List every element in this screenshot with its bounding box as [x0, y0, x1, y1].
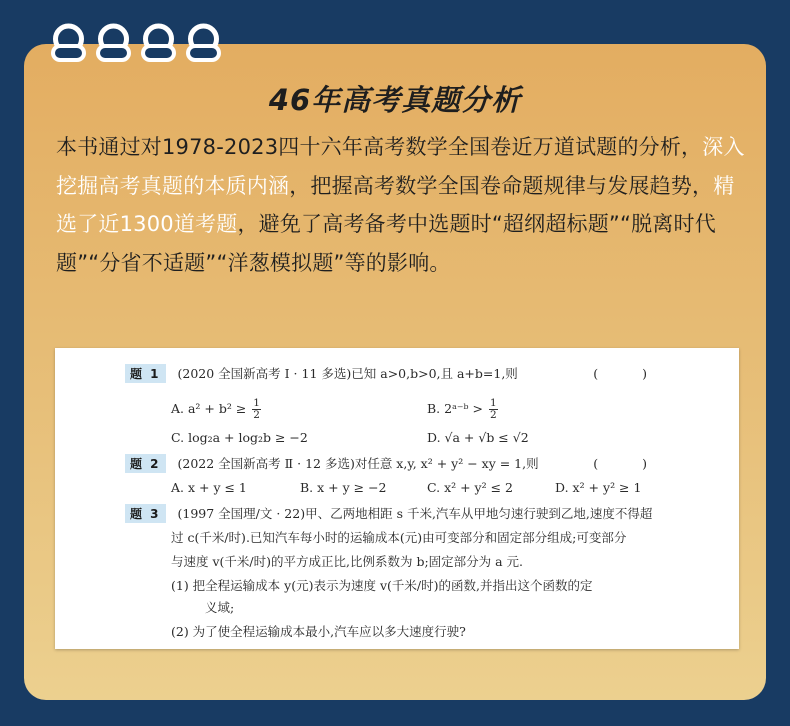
description-part: ，避免了高考备考中选题时“超纲超标题”“脱离时代题”“分省不适题”“洋葱模拟题”等的影响。 — [56, 212, 716, 275]
description-highlight: 深入挖掘高考真题的本质内涵 — [56, 135, 745, 198]
question-line: (1) 把全程运输成本 y(元)表示为速度 v(千米/时)的函数,并指出这个函数的定 — [171, 578, 593, 593]
description-part: ，把握高考数学全国卷命题规律与发展趋势， — [289, 173, 714, 198]
question-line: 义域; — [205, 600, 235, 615]
question-1 — [125, 364, 679, 383]
binder-rings — [50, 22, 222, 68]
question-2 — [125, 454, 679, 473]
option-c: C. x² + y² ≤ 2 — [427, 480, 513, 495]
option-d: D. x² + y² ≥ 1 — [555, 480, 642, 495]
question-tag: 题 2 — [125, 454, 166, 473]
description-highlight: 精选了近1300道考题 — [56, 173, 735, 236]
binder-ring-icon — [95, 22, 132, 66]
option-b: B. x + y ≥ −2 — [300, 480, 387, 495]
question-line: 过 c(千米/时).已知汽车每小时的运输成本(元)由可变部分和固定部分组成;可变部分 — [171, 530, 627, 545]
sample-page-image — [55, 348, 739, 649]
description-part: 本书通过对1978-2023四十六年高考数学全国卷近万道试题的分析， — [56, 135, 703, 159]
question-line: (2) 为了使全程运输成本最小,汽车应以多大速度行驶? — [171, 624, 466, 639]
question-tag: 题 3 — [125, 504, 166, 523]
binder-ring-icon — [50, 22, 87, 66]
question-stem: (2020 全国新高考 Ⅰ · 11 多选)已知 a>0,b>0,且 a+b=1,则 — [177, 366, 518, 381]
binder-ring-icon — [140, 22, 177, 66]
page-title: 46年高考真题分析 — [268, 83, 522, 117]
option-b: B. 2ᵃ⁻ᵇ > $\frac{1}{2}$ — [427, 397, 497, 421]
option-c: C. log₂a + log₂b ≥ −2 — [171, 430, 308, 445]
question-tag: 题 1 — [125, 364, 166, 383]
answer-paren: ( ) — [593, 456, 667, 471]
option-a: A. x + y ≤ 1 — [171, 480, 247, 495]
binder-ring-icon — [185, 22, 222, 66]
option-d: D. √a + √b ≤ √2 — [427, 430, 529, 445]
question-line: 与速度 v(千米/时)的平方成正比,比例系数为 b;固定部分为 a 元. — [171, 554, 524, 569]
question-stem: (2022 全国新高考 Ⅱ · 12 多选)对任意 x,y, x² + y² − xy = 1,则 — [177, 456, 539, 471]
option-a: A. a² + b² ≥ $\frac{1}{2}$ — [171, 397, 260, 421]
description-text — [56, 128, 746, 282]
question-3 — [125, 504, 679, 523]
question-stem: (1997 全国理/文 · 22)甲、乙两地相距 s 千米,汽车从甲地匀速行驶到乙地,速度不得超 — [177, 506, 653, 521]
answer-paren: ( ) — [593, 366, 667, 381]
